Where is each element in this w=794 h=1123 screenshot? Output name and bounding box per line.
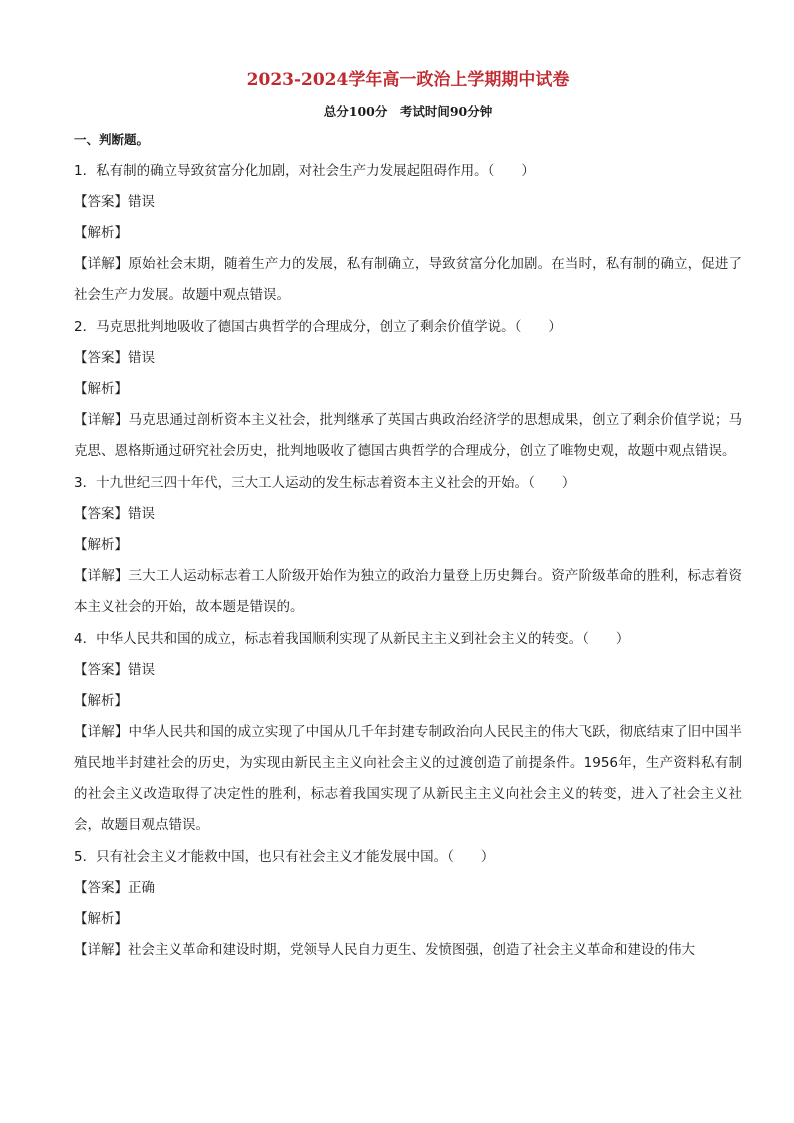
detail-text: 三大工人运动标志着工人阶级开始作为独立的政治力量登上历史舞台。资产阶级革命的胜利，标志着资本主义社会的开始，故本题是错误的。: [74, 568, 743, 615]
question-1: [74, 161, 742, 311]
analysis-tag: 【解析】: [74, 381, 128, 397]
question-3: [74, 473, 742, 623]
answer-tag: 【答案】: [74, 506, 128, 522]
question-stem: 1．私有制的确立导致贫富分化加剧，对社会生产力发展起阻碍作用。（ ）: [74, 163, 535, 179]
answer-value: 错误: [128, 662, 155, 678]
question-stem: 5．只有社会主义才能救中国，也只有社会主义才能发展中国。（ ）: [74, 849, 495, 865]
analysis-tag: 【解析】: [74, 537, 128, 553]
answer-line: [74, 878, 742, 898]
detail-paragraph: [74, 405, 742, 467]
answer-value: 正确: [128, 880, 155, 896]
question-stem: 4．中华人民共和国的成立，标志着我国顺利实现了从新民主主义到社会主义的转变。（ ）: [74, 631, 630, 647]
answer-line: [74, 348, 742, 368]
question-5: [74, 847, 742, 966]
detail-text: 马克思通过剖析资本主义社会，批判继承了英国古典政治经济学的思想成果，创立了剩余价值学说；马克思、恩格斯通过研究社会历史，批判地吸收了德国古典哲学的合理成分，创立了唯物史观，故题中观点错误。: [74, 412, 743, 459]
answer-value: 错误: [128, 194, 155, 210]
answer-tag: 【答案】: [74, 194, 128, 210]
detail-paragraph: [74, 717, 742, 841]
answer-tag: 【答案】: [74, 350, 128, 366]
detail-tag: 【详解】: [74, 256, 129, 272]
answer-line: [74, 504, 742, 524]
answer-value: 错误: [128, 506, 155, 522]
answer-tag: 【答案】: [74, 880, 128, 896]
detail-paragraph: [74, 561, 742, 623]
detail-tag: 【详解】: [74, 942, 128, 958]
answer-line: [74, 192, 742, 212]
section-heading: 一、判断题。: [74, 132, 150, 147]
answer-line: [74, 660, 742, 680]
detail-paragraph: [74, 249, 742, 311]
question-4: [74, 629, 742, 841]
detail-text: 社会主义革命和建设时期，党领导人民自力更生、发愤图强，创造了社会主义革命和建设的伟大: [128, 942, 695, 958]
detail-tag: 【详解】: [74, 724, 129, 740]
question-stem: 3．十九世纪三四十年代，三大工人运动的发生标志着资本主义社会的开始。（ ）: [74, 475, 576, 491]
answer-value: 错误: [128, 350, 155, 366]
detail-tag: 【详解】: [74, 412, 129, 428]
answer-tag: 【答案】: [74, 662, 128, 678]
detail-text: 原始社会末期，随着生产力的发展，私有制确立，导致贫富分化加剧。在当时，私有制的确立，促进了社会生产力发展。故题中观点错误。: [74, 256, 743, 303]
document-subtitle: 总分100分 考试时间90分钟: [323, 104, 493, 119]
document-title: 2023-2024学年高一政治上学期期中试卷: [246, 70, 570, 90]
detail-tag: 【详解】: [74, 568, 129, 584]
analysis-tag: 【解析】: [74, 911, 128, 927]
question-stem: 2．马克思批判地吸收了德国古典哲学的合理成分，创立了剩余价值学说。（ ）: [74, 319, 562, 335]
detail-paragraph: [74, 935, 742, 966]
question-2: [74, 317, 742, 467]
analysis-tag: 【解析】: [74, 693, 128, 709]
analysis-tag: 【解析】: [74, 225, 128, 241]
detail-text: 中华人民共和国的成立实现了中国从几千年封建专制政治向人民民主的伟大飞跃，彻底结束了旧中国半殖民地半封建社会的历史，为实现由新民主主义向社会主义的过渡创造了前提条件。1956年，生产资料私有制的社会主义改造取得了决定性的胜利，标志着我国实现了从新民主主义向社会主义的转变，进入了社会主义社会，故题目观点错误。: [74, 724, 743, 833]
